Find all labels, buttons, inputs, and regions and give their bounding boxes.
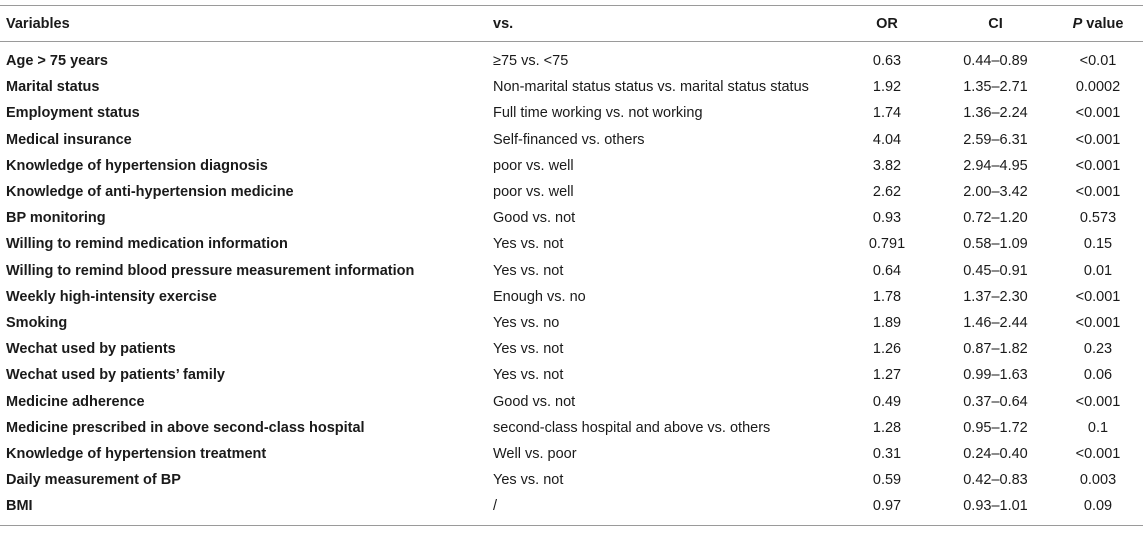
- header-p-word: value: [1082, 15, 1124, 32]
- odds-ratio-table: [0, 5, 1143, 526]
- ci-cell: 0.42–0.83: [963, 472, 1028, 489]
- or-cell: 0.97: [836, 493, 938, 526]
- table-header: [0, 6, 1143, 42]
- table-row: [0, 231, 1143, 257]
- comparison-cell: Well vs. poor: [493, 445, 577, 462]
- header-p-letter: P: [1072, 15, 1083, 32]
- table-row: [0, 284, 1143, 310]
- p-value-cell: 0.1: [1087, 419, 1109, 436]
- table-row: [0, 74, 1143, 100]
- ci-cell: 1.35–2.71: [963, 79, 1028, 96]
- ci-cell: 0.45–0.91: [963, 262, 1028, 279]
- comparison-cell: ≥75 vs. <75: [493, 53, 569, 70]
- p-value-cell: <0.001: [1075, 288, 1121, 305]
- ci-cell: 2.59–6.31: [963, 131, 1028, 148]
- variable-cell: Smoking: [6, 314, 68, 331]
- variable-cell: Wechat used by patients: [6, 341, 176, 358]
- ci-cell: 0.58–1.09: [963, 236, 1028, 253]
- table-row: [0, 100, 1143, 126]
- variable-cell: Knowledge of hypertension diagnosis: [6, 157, 268, 174]
- table-row: [0, 310, 1143, 336]
- or-cell: 0.63: [872, 53, 902, 70]
- comparison-cell: Self-financed vs. others: [493, 131, 645, 148]
- p-value-cell: 0.003: [1079, 472, 1117, 489]
- variable-cell: Knowledge of anti-hypertension medicine: [6, 184, 294, 201]
- comparison-cell: Non-marital status status vs. marital status status: [493, 79, 809, 96]
- comparison-cell: Full time working vs. not working: [493, 105, 703, 122]
- table-row: [0, 127, 1143, 153]
- comparison-cell: Good vs. not: [493, 210, 576, 227]
- p-value-cell: 0.23: [1083, 341, 1113, 358]
- variable-cell: Medical insurance: [6, 131, 132, 148]
- or-cell: 0.49: [872, 393, 902, 410]
- variable-cell: Weekly high-intensity exercise: [6, 288, 217, 305]
- variable-cell: Wechat used by patients’ family: [6, 367, 225, 384]
- or-cell: 0.59: [872, 472, 902, 489]
- variable-cell: BP monitoring: [6, 210, 106, 227]
- table-row: [0, 362, 1143, 388]
- p-value-cell: <0.001: [1075, 184, 1121, 201]
- or-cell: 1.78: [872, 288, 902, 305]
- p-value-cell: <0.001: [1075, 314, 1121, 331]
- comparison-cell: Yes vs. not: [493, 472, 564, 489]
- table-row: [0, 336, 1143, 362]
- p-value-cell: 0.15: [1083, 236, 1113, 253]
- or-cell: 0.93: [872, 210, 902, 227]
- or-cell: 1.74: [872, 105, 902, 122]
- table-row: [0, 467, 1143, 493]
- variable-cell: Medicine adherence: [6, 393, 145, 410]
- variable-cell: Daily measurement of BP: [6, 472, 181, 489]
- table-row: [0, 441, 1143, 467]
- table-row: [0, 388, 1143, 414]
- comparison-cell: Good vs. not: [493, 393, 576, 410]
- ci-cell: 0.72–1.20: [963, 210, 1028, 227]
- table-body: [0, 42, 1143, 526]
- or-cell: 1.26: [872, 341, 902, 358]
- comparison-cell: second-class hospital and above vs. others: [493, 419, 771, 436]
- header-vs: vs.: [487, 6, 836, 42]
- comparison-cell: Yes vs. not: [493, 262, 564, 279]
- or-cell: 1.28: [872, 419, 902, 436]
- header-ci: CI: [938, 6, 1053, 42]
- ci-cell: 2.94–4.95: [963, 157, 1028, 174]
- ci-cell: 1.46–2.44: [963, 314, 1028, 331]
- variable-cell: BMI: [0, 493, 487, 526]
- table-row: [0, 258, 1143, 284]
- comparison-cell: poor vs. well: [493, 184, 574, 201]
- variable-cell: Age > 75 years: [6, 53, 108, 70]
- ci-cell: 0.93–1.01: [938, 493, 1053, 526]
- ci-cell: 1.37–2.30: [963, 288, 1028, 305]
- ci-cell: 1.36–2.24: [963, 105, 1028, 122]
- variable-cell: Marital status: [6, 79, 100, 96]
- or-cell: 4.04: [872, 131, 902, 148]
- table-row: [0, 42, 1143, 75]
- p-value-cell: <0.001: [1075, 131, 1121, 148]
- ci-cell: 2.00–3.42: [963, 184, 1028, 201]
- or-cell: 1.92: [872, 79, 902, 96]
- table-row: [0, 493, 1143, 526]
- ci-cell: 0.95–1.72: [963, 419, 1028, 436]
- ci-cell: 0.37–0.64: [963, 393, 1028, 410]
- p-value-cell: <0.001: [1075, 393, 1121, 410]
- table-row: [0, 205, 1143, 231]
- p-value-cell: 0.01: [1083, 262, 1113, 279]
- ci-cell: 0.99–1.63: [963, 367, 1028, 384]
- header-p-value: [1053, 6, 1143, 42]
- variable-cell: Willing to remind medication information: [6, 236, 288, 253]
- or-cell: 1.89: [872, 314, 902, 331]
- ci-cell: 0.87–1.82: [963, 341, 1028, 358]
- table-row: [0, 153, 1143, 179]
- or-cell: 0.64: [872, 262, 902, 279]
- comparison-cell: Yes vs. not: [493, 367, 564, 384]
- comparison-cell: Enough vs. no: [493, 288, 586, 305]
- p-value-cell: <0.001: [1075, 157, 1121, 174]
- ci-cell: 0.24–0.40: [963, 445, 1028, 462]
- variable-cell: Medicine prescribed in above second-class hospital: [6, 419, 365, 436]
- or-cell: 2.62: [872, 184, 902, 201]
- comparison-cell: poor vs. well: [493, 157, 574, 174]
- comparison-cell: /: [487, 493, 836, 526]
- table-row: [0, 415, 1143, 441]
- header-row: [0, 6, 1143, 42]
- p-value-cell: 0.06: [1083, 367, 1113, 384]
- p-value-cell: 0.09: [1053, 493, 1143, 526]
- p-value-cell: <0.001: [1075, 105, 1121, 122]
- p-value-cell: 0.0002: [1075, 79, 1121, 96]
- variable-cell: Willing to remind blood pressure measurement information: [6, 262, 415, 279]
- or-cell: 1.27: [872, 367, 902, 384]
- variable-cell: Knowledge of hypertension treatment: [6, 445, 267, 462]
- or-cell: 0.791: [868, 236, 906, 253]
- header-or: OR: [836, 6, 938, 42]
- or-cell: 0.31: [872, 445, 902, 462]
- p-value-cell: <0.001: [1075, 445, 1121, 462]
- comparison-cell: Yes vs. no: [493, 314, 560, 331]
- p-value-cell: 0.573: [1079, 210, 1117, 227]
- table-row: [0, 179, 1143, 205]
- header-variables: Variables: [0, 6, 487, 42]
- comparison-cell: Yes vs. not: [493, 236, 564, 253]
- p-value-cell: <0.01: [1079, 53, 1117, 70]
- comparison-cell: Yes vs. not: [493, 341, 564, 358]
- variable-cell: Employment status: [6, 105, 140, 122]
- ci-cell: 0.44–0.89: [963, 53, 1028, 70]
- or-cell: 3.82: [872, 157, 902, 174]
